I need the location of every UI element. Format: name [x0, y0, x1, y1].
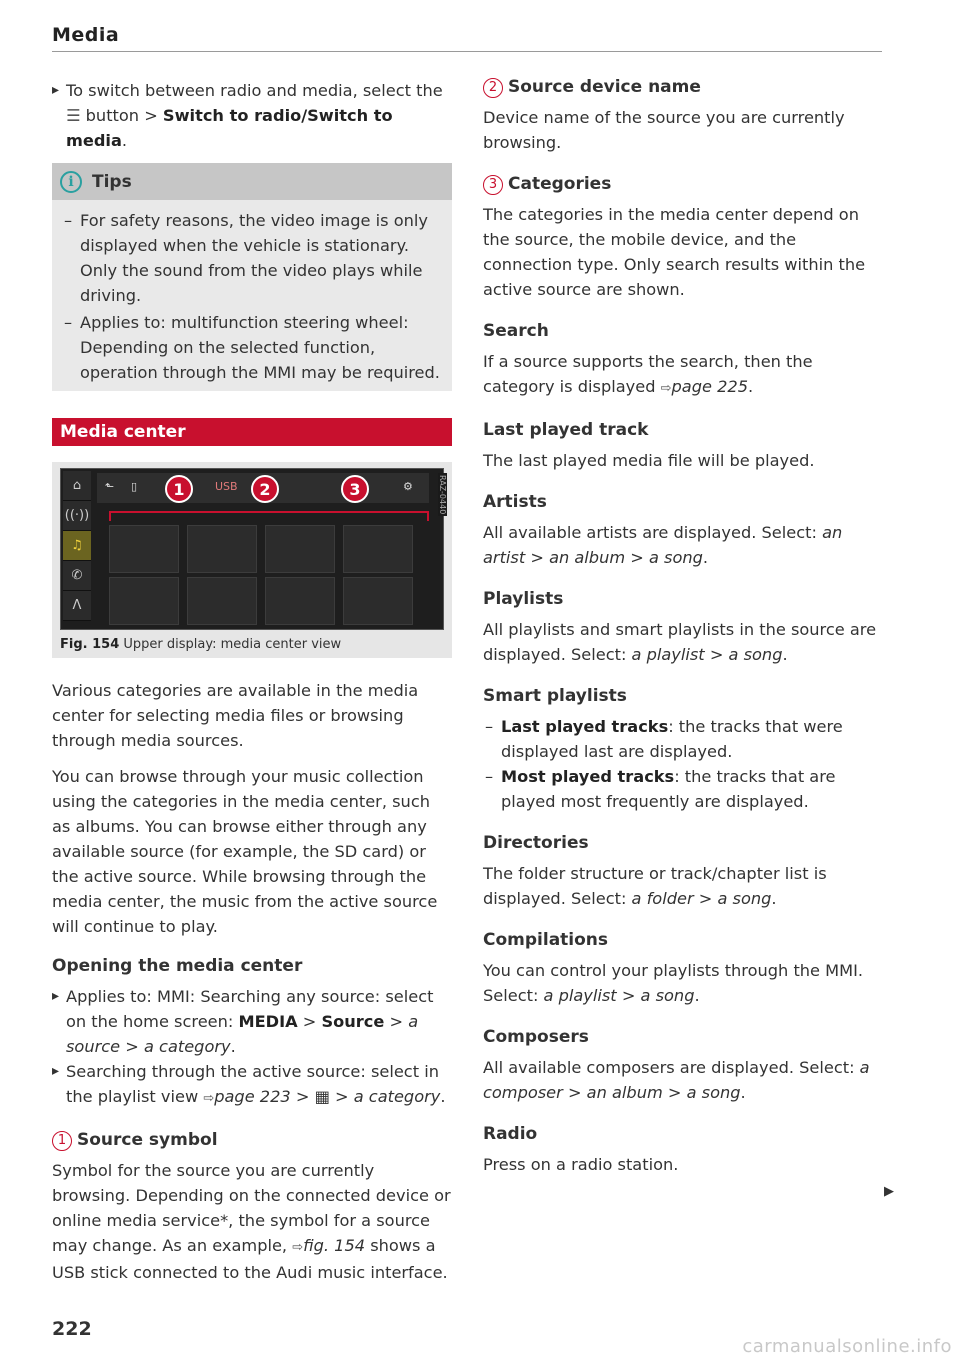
tips-box — [52, 163, 452, 391]
back-icon: ⬑ — [105, 480, 115, 493]
source-symbol-heading: 1 Source symbol — [52, 1129, 452, 1151]
phone-icon: ✆ — [63, 561, 91, 591]
usb-label: USB — [215, 480, 238, 493]
paragraph: Various categories are available in the media center for selecting media files or browsing through media sources. — [52, 681, 419, 750]
figure-caption: Fig. 154 Upper display: media center view — [60, 637, 342, 652]
playlists-heading: Playlists — [483, 589, 564, 609]
category-tile — [343, 577, 413, 625]
tip-item: – Applies to: multifunction steering wheel: Depending on the selected function, operation through the MMI may be required. — [62, 310, 442, 385]
figure-reference-link[interactable]: fig. 154 — [303, 1236, 366, 1255]
media-center-heading: Media center — [52, 418, 452, 446]
settings-icon: ⚙ — [403, 480, 413, 493]
category-tile — [265, 525, 335, 573]
paragraph: You can browse through your music collection using the categories in the media center, such as albums. You can browse either through any available source (for example, the SD card) or the active source. While browsing through the media center, the music from the active source will continue to play. — [52, 767, 438, 936]
list-icon: ☰ — [66, 106, 81, 125]
paragraph: Device name of the source you are currently browsing. — [483, 108, 845, 152]
paragraph: The last played media file will be played. — [483, 451, 815, 470]
tip-item: – For safety reasons, the video image is only displayed when the vehicle is stationary. Only the sound from the video plays while driving. — [62, 208, 442, 308]
usb-stick-icon: ▯ — [131, 480, 138, 493]
callout-1: 1 — [165, 475, 193, 503]
search-heading: Search — [483, 321, 549, 341]
smart-playlists-heading: Smart playlists — [483, 686, 627, 706]
callout-number: 3 — [483, 175, 503, 195]
categories-heading: 3 Categories — [483, 173, 883, 195]
tips-header — [52, 163, 452, 200]
music-note-icon: ♫ — [63, 531, 91, 561]
paragraph: The folder structure or track/chapter list is displayed. Select: a folder > a song. — [483, 864, 827, 908]
category-tile — [109, 525, 179, 573]
grid-icon: ▦ — [314, 1087, 330, 1106]
reference-arrow-icon: ⇨ — [292, 1240, 304, 1255]
paragraph: All playlists and smart playlists in the source are displayed. Select: a playlist > a song. — [483, 620, 877, 664]
right-column — [483, 72, 883, 1177]
callout-number: 1 — [52, 1131, 72, 1151]
paragraph: Press on a radio station. — [483, 1155, 679, 1174]
category-tile — [187, 577, 257, 625]
category-tile — [187, 525, 257, 573]
info-icon: i — [60, 171, 82, 193]
callout-3: 3 — [341, 475, 369, 503]
radio-heading: Radio — [483, 1124, 538, 1144]
figure-id: RAZ-0440 — [438, 475, 447, 515]
composers-heading: Composers — [483, 1027, 589, 1047]
paragraph: The categories in the media center depend on the source, the mobile device, and the connection type. Only search results within the active source are shown. — [483, 205, 866, 299]
callout-2: 2 — [251, 475, 279, 503]
opening-heading: Opening the media center — [52, 956, 303, 976]
continue-arrow-icon: ▶ — [884, 1184, 894, 1199]
categories-bracket — [109, 511, 429, 521]
side-navigation — [63, 471, 91, 627]
media-center-screen — [60, 468, 447, 630]
left-column — [52, 72, 452, 1285]
tips-body — [52, 200, 452, 391]
artists-heading: Artists — [483, 492, 547, 512]
paragraph: If a source supports the search, then the category is displayed ⇨page 225. — [483, 352, 813, 396]
paragraph: All available artists are displayed. Select: an artist > an album > a song. — [483, 523, 843, 567]
compilations-heading: Compilations — [483, 930, 609, 950]
category-tile — [265, 577, 335, 625]
last-played-heading: Last played track — [483, 420, 649, 440]
open-instruction-2: ▸ Searching through the active source: select in the playlist view ⇨page 223 > ▦ > a category. — [52, 1059, 452, 1111]
category-tile — [109, 577, 179, 625]
directories-heading: Directories — [483, 833, 589, 853]
page-number: 222 — [52, 1318, 92, 1340]
source-device-heading: 2 Source device name — [483, 76, 883, 98]
page-reference-link[interactable]: page 225 — [671, 377, 749, 396]
navigation-icon: Λ — [63, 591, 91, 621]
list-item: – Most played tracks: the tracks that are played most frequently are displayed. — [483, 764, 883, 814]
paragraph: You can control your playlists through the MMI. Select: a playlist > a song. — [483, 961, 864, 1005]
reference-arrow-icon: ⇨ — [660, 381, 672, 396]
intro-instruction: ▸ To switch between radio and media, select the ☰ button > Switch to radio/Switch to media. — [52, 78, 452, 153]
category-tile — [343, 525, 413, 573]
callout-number: 2 — [483, 78, 503, 98]
radio-icon: ((·)) — [63, 501, 91, 531]
watermark: carmanualsonline.info — [742, 1336, 952, 1357]
figure-154 — [52, 462, 452, 658]
paragraph: Symbol for the source you are currently browsing. Depending on the connected device or online media service*, the symbol for a source may change. As an example, ⇨fig. 154 shows a USB stick connected to the Audi music interface. — [52, 1161, 451, 1282]
page-header — [52, 24, 882, 52]
page-reference-link[interactable]: page 223 — [214, 1087, 291, 1106]
list-item: – Last played tracks: the tracks that were displayed last are displayed. — [483, 714, 883, 764]
open-instruction-1: ▸ Applies to: MMI: Searching any source: select on the home screen: MEDIA > Source > a source > a category. — [52, 984, 452, 1059]
reference-arrow-icon: ⇨ — [203, 1091, 215, 1106]
paragraph: All available composers are displayed. Select: a composer > an album > a song. — [483, 1058, 870, 1102]
tips-title: Tips — [92, 171, 132, 192]
section-title: Media — [52, 24, 120, 46]
home-icon: ⌂ — [63, 471, 91, 501]
